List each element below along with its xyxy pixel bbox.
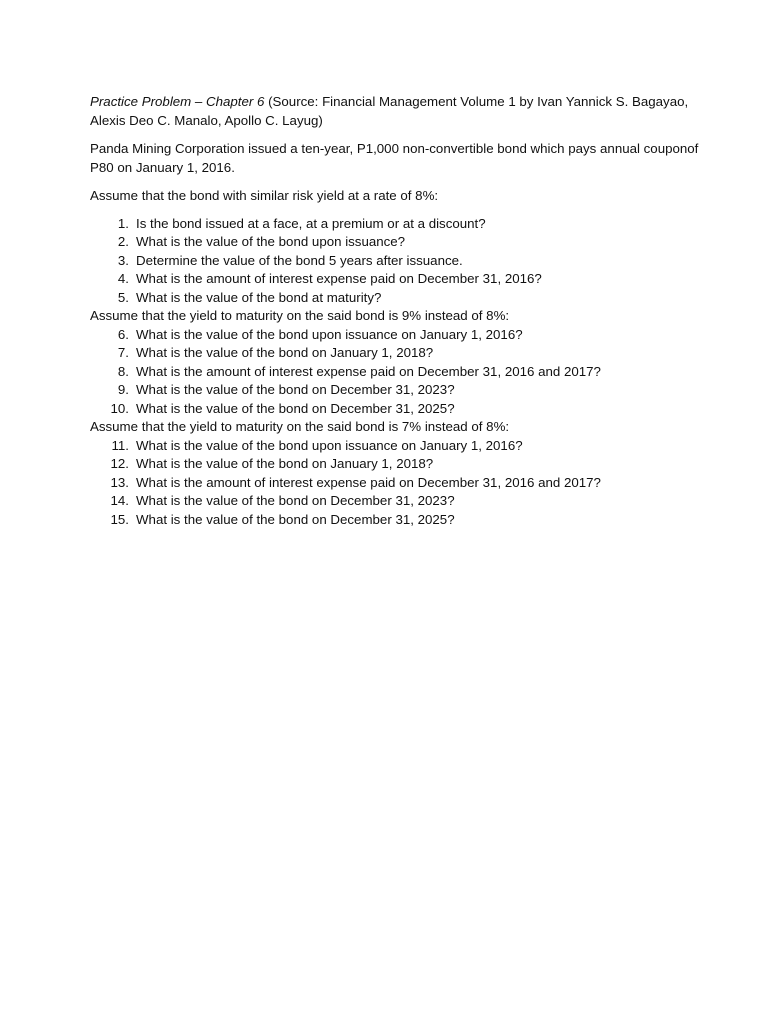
question-number: 1.	[117, 215, 129, 231]
list-item	[90, 400, 710, 419]
list-item	[90, 270, 710, 289]
document-page	[90, 93, 710, 529]
question-number: 9.	[117, 382, 129, 397]
question-text: What is the value of the bond upon issuance on January 1, 2016?	[136, 437, 523, 453]
question-number: 15.	[110, 511, 129, 527]
section-heading: Assume that the yield to maturity on the said bond is 9% instead of 8%:	[90, 308, 510, 323]
list-item	[90, 289, 710, 308]
question-number: 3.	[117, 252, 129, 268]
question-number: 5.	[117, 289, 129, 305]
question-number: 7.	[117, 345, 129, 360]
source-citation: (Source: Financial Management Volume 1 by Ivan Yannick S. Bagayao, Alexis Deo C. Manalo, Apollo C. Layug)	[90, 94, 689, 128]
question-text: Is the bond issued at a face, at a premium or at a discount?	[136, 215, 486, 231]
question-number: 10.	[110, 400, 129, 416]
list-item	[90, 326, 710, 345]
list-item	[90, 492, 710, 511]
question-number: 4.	[117, 271, 129, 286]
document-title: Practice Problem – Chapter 6	[90, 94, 265, 109]
question-text: Determine the value of the bond 5 years after issuance.	[136, 252, 463, 268]
question-text: What is the amount of interest expense paid on December 31, 2016?	[136, 271, 542, 286]
list-item	[90, 437, 710, 456]
question-text: What is the value of the bond upon issuance on January 1, 2016?	[136, 326, 523, 342]
question-number: 11.	[111, 437, 129, 453]
question-text: What is the value of the bond upon issuance?	[136, 234, 406, 249]
problem-statement: Panda Mining Corporation issued a ten-year, P1,000 non-convertible bond which pays annual couponof P80 on January 1, 2016.	[90, 141, 699, 175]
question-list	[90, 437, 710, 530]
list-item	[90, 233, 710, 252]
question-text: What is the value of the bond on December 31, 2023?	[136, 493, 455, 508]
list-item	[90, 344, 710, 363]
document-header	[90, 93, 710, 130]
list-item	[90, 363, 710, 382]
question-text: What is the value of the bond at maturity?	[136, 289, 382, 305]
question-number: 8.	[117, 363, 129, 379]
question-list	[90, 326, 710, 419]
list-item	[90, 474, 710, 493]
question-text: What is the value of the bond on December 31, 2023?	[136, 382, 455, 397]
question-text: What is the value of the bond on December 31, 2025?	[136, 511, 455, 527]
list-item	[90, 455, 710, 474]
list-item	[90, 252, 710, 271]
question-number: 2.	[117, 234, 129, 249]
question-text: What is the value of the bond on January 1, 2018?	[136, 345, 434, 360]
spacer	[90, 206, 710, 215]
question-text: What is the value of the bond on January 1, 2018?	[136, 456, 434, 471]
question-list	[90, 215, 710, 308]
question-text: What is the value of the bond on December 31, 2025?	[136, 400, 455, 416]
section-heading: Assume that the yield to maturity on the said bond is 7% instead of 8%:	[90, 419, 510, 434]
question-text: What is the amount of interest expense paid on December 31, 2016 and 2017?	[136, 363, 601, 379]
list-item	[90, 215, 710, 234]
section-heading: Assume that the bond with similar risk yield at a rate of 8%:	[90, 188, 439, 203]
list-item	[90, 381, 710, 400]
question-number: 12.	[110, 456, 129, 471]
question-number: 6.	[117, 326, 129, 342]
question-number: 13.	[110, 474, 129, 490]
list-item	[90, 511, 710, 530]
question-text: What is the amount of interest expense paid on December 31, 2016 and 2017?	[136, 474, 601, 490]
question-number: 14.	[110, 493, 129, 508]
